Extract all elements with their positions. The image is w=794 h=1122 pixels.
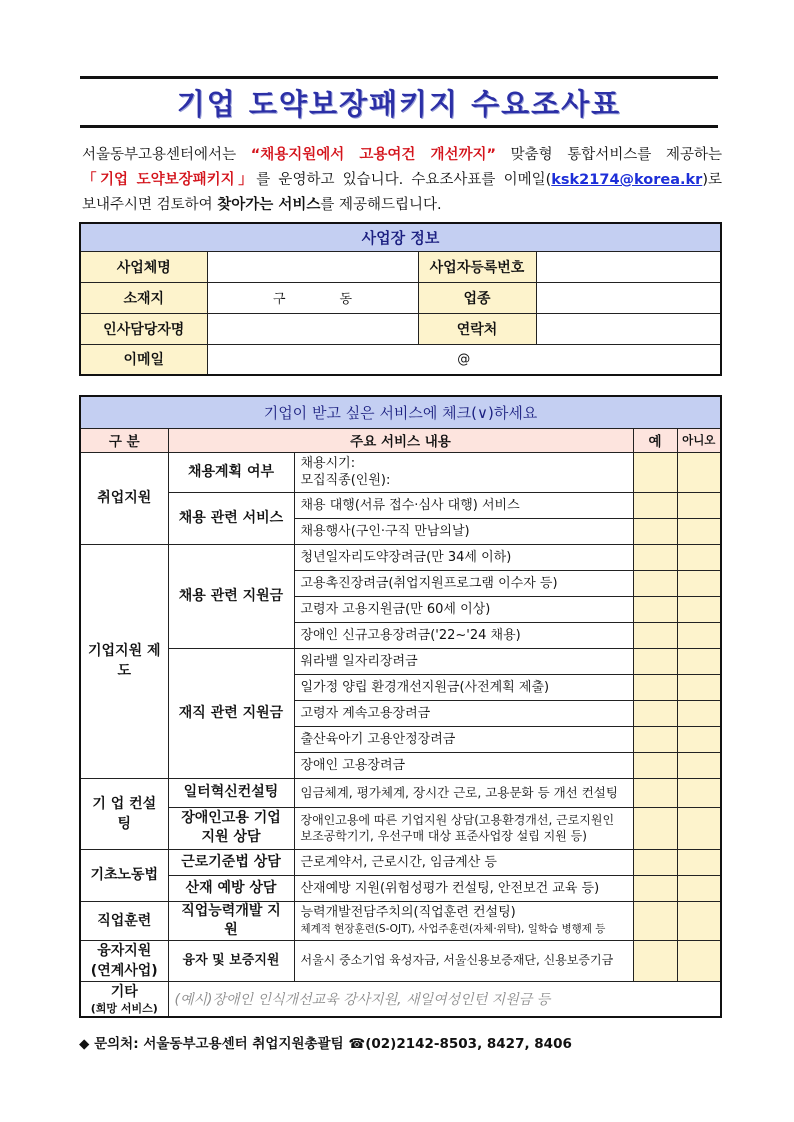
check-yes[interactable] — [633, 901, 677, 940]
check-no[interactable] — [677, 674, 721, 700]
svc-disabled-consult[interactable] — [294, 807, 633, 849]
svc-worklife[interactable]: 워라밸 일자리장려금 — [294, 648, 633, 674]
svc-accident[interactable]: 산재예방 지원(위험성평가 컨설팅, 안전보건 교육 등) — [294, 875, 633, 901]
check-no[interactable] — [677, 778, 721, 807]
sub-hiring-plan: 채용계획 여부 — [168, 452, 294, 492]
sub-hiring-service: 채용 관련 서비스 — [168, 492, 294, 544]
check-yes[interactable] — [633, 726, 677, 752]
location-field[interactable] — [207, 282, 418, 313]
check-yes[interactable] — [633, 544, 677, 570]
svc-elderly[interactable]: 고령자 고용지원금(만 60세 이상) — [294, 596, 633, 622]
col-no: 아니오 — [677, 428, 721, 452]
check-yes[interactable] — [633, 622, 677, 648]
svc-disabled-consult-line1: 장애인고용에 따른 기업지원 상담(고용환경개선, 근로지원인 — [300, 813, 615, 827]
bullet-icon: ◆ — [79, 1036, 90, 1052]
svc-skill-line1: 능력개발전담주치의(직업훈련 컨설팅) — [300, 904, 516, 920]
intro-text: 서울동부고용센터에서는 — [82, 147, 251, 163]
cat-etc — [80, 981, 168, 1017]
check-yes[interactable] — [633, 452, 677, 492]
sub-employed-subsidy: 재직 관련 지원금 — [168, 648, 294, 778]
contact-field[interactable] — [536, 313, 721, 344]
svc-event[interactable]: 채용행사(구인·구직 만남의날) — [294, 518, 633, 544]
check-no[interactable] — [677, 518, 721, 544]
sub-work-innovation: 일터혁신컨설팅 — [168, 778, 294, 807]
location-gu: 구 — [272, 292, 286, 307]
sub-accident: 산재 예방 상담 — [168, 875, 294, 901]
check-no[interactable] — [677, 596, 721, 622]
svc-hiring-plan[interactable] — [294, 452, 633, 492]
contact-label: 연락처 — [418, 313, 536, 344]
reg-no-field[interactable] — [536, 251, 721, 282]
cat-etc-label: 기타 — [110, 983, 138, 1000]
svc-childbirth[interactable]: 출산육아기 고용안정장려금 — [294, 726, 633, 752]
cat-support: 기업지원 제도 — [80, 544, 168, 778]
cat-training: 직업훈련 — [80, 901, 168, 940]
cat-etc-sub: (희망 서비스) — [90, 1001, 158, 1015]
check-yes[interactable] — [633, 875, 677, 901]
check-no[interactable] — [677, 726, 721, 752]
check-yes[interactable] — [633, 518, 677, 544]
col-category: 구 분 — [80, 428, 168, 452]
business-name-field[interactable] — [207, 251, 418, 282]
svc-skill-line2: 체계적 현장훈련(S-OJT), 사업주훈련(자체·위탁), 일학습 병행제 등 — [300, 922, 606, 935]
svc-work-innovation[interactable]: 임금체계, 평가체계, 장시간 근로, 고용문화 등 개선 컨설팅 — [294, 778, 633, 807]
company-info-header: 사업장 정보 — [80, 223, 721, 251]
industry-field[interactable] — [536, 282, 721, 313]
title-box — [80, 76, 718, 128]
svc-labor-std[interactable]: 근로계약서, 근로시간, 임금계산 등 — [294, 849, 633, 875]
hr-manager-field[interactable] — [207, 313, 418, 344]
check-no[interactable] — [677, 648, 721, 674]
svc-youth[interactable]: 청년일자리도약장려금(만 34세 이하) — [294, 544, 633, 570]
check-no[interactable] — [677, 700, 721, 726]
check-yes[interactable] — [633, 940, 677, 981]
services-table — [79, 395, 722, 1018]
intro-paragraph — [82, 143, 722, 218]
check-yes[interactable] — [633, 849, 677, 875]
check-no[interactable] — [677, 807, 721, 849]
sub-labor-std: 근로기준법 상담 — [168, 849, 294, 875]
check-no[interactable] — [677, 544, 721, 570]
check-yes[interactable] — [633, 700, 677, 726]
check-no[interactable] — [677, 452, 721, 492]
email-label: 이메일 — [80, 344, 207, 375]
email-at: @ — [457, 351, 471, 367]
reg-no-label: 사업자등록번호 — [418, 251, 536, 282]
hr-manager-label: 인사담당자명 — [80, 313, 207, 344]
svc-elderly-continue[interactable]: 고령자 계속고용장려금 — [294, 700, 633, 726]
col-yes: 예 — [633, 428, 677, 452]
intro-line-1 — [82, 143, 722, 168]
sub-hiring-subsidy: 채용 관련 지원금 — [168, 544, 294, 648]
company-info-table — [79, 222, 722, 376]
col-content: 주요 서비스 내용 — [168, 428, 633, 452]
sub-skill: 직업능력개발 지원 — [168, 901, 294, 940]
location-dong: 동 — [339, 292, 353, 307]
contact-phone: (02)2142-8503, 8427, 8406 — [365, 1036, 572, 1052]
check-no[interactable] — [677, 849, 721, 875]
check-yes[interactable] — [633, 492, 677, 518]
check-yes[interactable] — [633, 778, 677, 807]
cat-consulting: 기 업 컨설팅 — [80, 778, 168, 849]
check-no[interactable] — [677, 570, 721, 596]
check-yes[interactable] — [633, 570, 677, 596]
intro-line-2 — [82, 168, 722, 193]
sub-disabled-consult: 장애인고용 기업지원 상담 — [168, 807, 294, 849]
email-link[interactable]: ksk2174@korea.kr — [551, 172, 703, 188]
intro-text: 보내주시면 검토하여 — [82, 197, 218, 213]
svc-skill[interactable] — [294, 901, 633, 940]
sub-finance: 융자 및 보증지원 — [168, 940, 294, 981]
intro-text: )로 — [702, 172, 722, 188]
check-no[interactable] — [677, 752, 721, 778]
cat-labor: 기초노동법 — [80, 849, 168, 901]
svc-hiring-time: 채용시기: — [300, 456, 356, 471]
etc-input[interactable]: (예시)장애인 인식개선교육 강사지원, 새일여성인턴 지원금 등 — [168, 981, 721, 1017]
contact-footer — [79, 1032, 572, 1052]
contact-label: 문의처: — [94, 1036, 139, 1052]
check-yes[interactable] — [633, 807, 677, 849]
svc-agency[interactable]: 채용 대행(서류 접수·심사 대행) 서비스 — [294, 492, 633, 518]
svc-disabled-new[interactable]: 장애인 신규고용장려금('22~'24 채용) — [294, 622, 633, 648]
package-name: 「기업 도약보장패키지」 — [82, 172, 257, 188]
industry-label: 업종 — [418, 282, 536, 313]
intro-line-3 — [82, 193, 722, 218]
check-yes[interactable] — [633, 648, 677, 674]
check-yes[interactable] — [633, 596, 677, 622]
check-no[interactable] — [677, 901, 721, 940]
cat-finance: 융자지원 (연계사업) — [80, 940, 168, 981]
intro-text: 맞춤형 통합서비스를 제공하는 — [496, 147, 722, 163]
check-no[interactable] — [677, 940, 721, 981]
svc-balance[interactable]: 일가정 양립 환경개선지원금(사전계획 제출) — [294, 674, 633, 700]
email-field[interactable] — [207, 344, 721, 375]
intro-highlight: “채용지원에서 고용여건 개선까지” — [250, 147, 497, 163]
svc-disabled-consult-line2: 보조공학기기, 우선구매 대상 표준사업장 설립 지원 등) — [300, 829, 587, 843]
intro-text: 를 제공해드립니다. — [320, 197, 442, 213]
check-yes[interactable] — [633, 674, 677, 700]
services-header: 기업이 받고 싶은 서비스에 체크(∨)하세요 — [80, 396, 721, 428]
check-no[interactable] — [677, 492, 721, 518]
svc-finance[interactable]: 서울시 중소기업 육성자금, 서울신용보증재단, 신용보증기금 — [294, 940, 633, 981]
svc-hiring-job: 모집직종(인원): — [300, 473, 391, 488]
check-no[interactable] — [677, 875, 721, 901]
business-name-label: 사업체명 — [80, 251, 207, 282]
intro-bold: 찾아가는 서비스 — [217, 197, 321, 213]
page-title: 기업 도약보장패키지 수요조사표 — [176, 86, 622, 121]
phone-icon: ☎ — [348, 1036, 366, 1052]
contact-text: 서울동부고용센터 취업지원총괄팀 — [143, 1036, 344, 1052]
svc-disabled[interactable]: 장애인 고용장려금 — [294, 752, 633, 778]
cat-employment: 취업지원 — [80, 452, 168, 544]
check-no[interactable] — [677, 622, 721, 648]
svc-promotion[interactable]: 고용촉진장려금(취업지원프로그램 이수자 등) — [294, 570, 633, 596]
check-yes[interactable] — [633, 752, 677, 778]
location-label: 소재지 — [80, 282, 207, 313]
intro-text: 를 운영하고 있습니다. 수요조사표를 이메일( — [256, 172, 552, 188]
